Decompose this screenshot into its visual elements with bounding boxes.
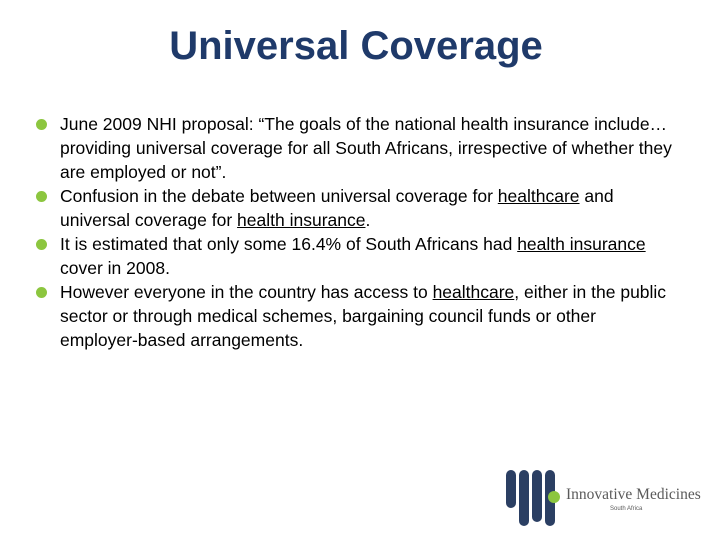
bullet-dot-icon [36, 119, 47, 130]
pill-bars-icon [504, 466, 566, 530]
underlined-term: health insurance [517, 234, 646, 254]
bullet-text: June 2009 NHI proposal: “The goals of the national health insurance include… providing universal coverage for all South Africans, irrespective of whether they are employed or not”. [60, 114, 672, 182]
underlined-term: healthcare [432, 282, 515, 302]
innovative-medicines-logo [504, 466, 704, 530]
bullet-dot-icon [36, 287, 47, 298]
bullet-item [36, 232, 676, 280]
logo-name: Innovative Medicines [566, 486, 701, 503]
bullet-text: However everyone in the country has access to [60, 282, 433, 302]
bullet-text: Confusion in the debate between universal coverage for [60, 186, 498, 206]
bullet-dot-icon [36, 239, 47, 250]
bullet-text: It is estimated that only some 16.4% of South Africans had [60, 234, 518, 254]
bullet-dot-icon [36, 191, 47, 202]
slide-title: Universal Coverage [169, 24, 543, 68]
bullet-text: . [365, 210, 371, 230]
bullet-text: , either in the public sector or through medical schemes, bargaining council funds or other employer-based arrangements. [60, 282, 667, 350]
underlined-term: health insurance [237, 210, 366, 230]
bullet-item [36, 184, 676, 232]
bullet-text: cover in 2008. [60, 258, 170, 278]
bullet-item [36, 112, 676, 184]
logo-subtitle: South Africa [610, 506, 643, 512]
bullet-item [36, 280, 676, 352]
underlined-term: healthcare [497, 186, 580, 206]
bullet-list [36, 112, 676, 352]
bullet-text: and universal coverage for [60, 186, 614, 230]
